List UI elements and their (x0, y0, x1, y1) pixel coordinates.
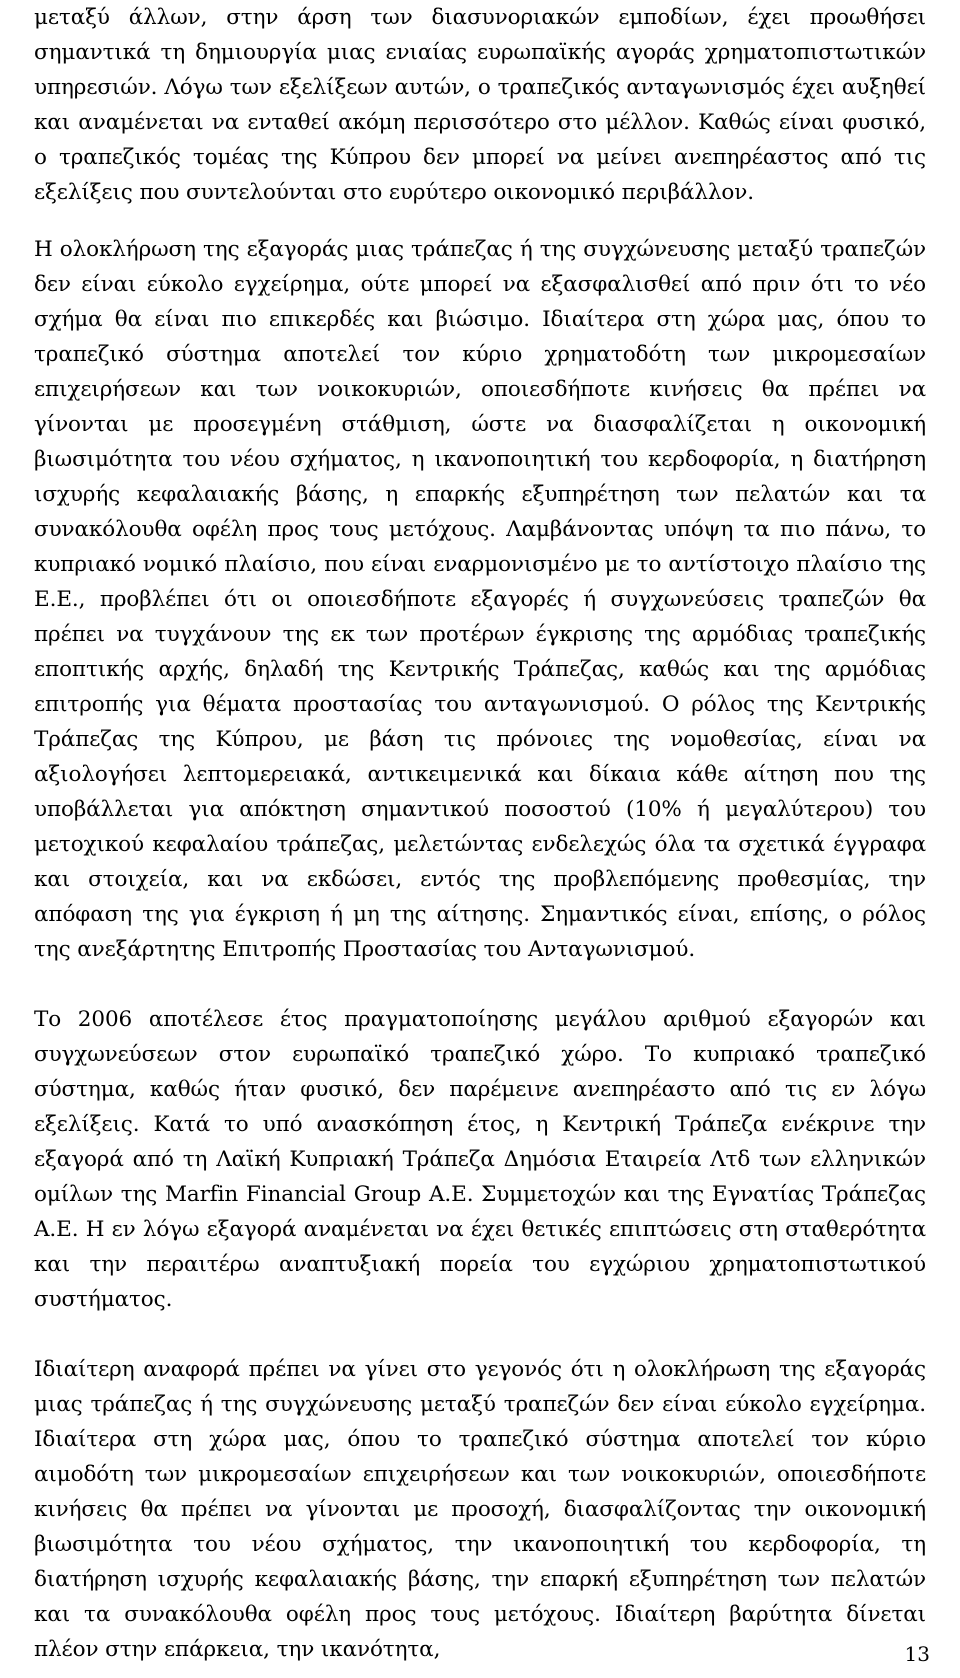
page-number: 13 (904, 1642, 930, 1666)
paragraph-2: Η ολοκλήρωση της εξαγοράς μιας τράπεζας ή της συγχώνευσης μεταξύ τραπεζών δεν είναι εύκολο εγχείρημα, ούτε μπορεί να εξασφαλισθεί από πριν ότι το νέο σχήμα θα είναι πιο επικερδές και βιώσιμο. Ιδιαίτερα στη χώρα μας, όπου το τραπεζικό σύστημα αποτελεί τον κύριο χρηματοδότη των μικρομεσαίων επιχειρήσεων και των νοικοκυριών, οποιεσδήποτε κινήσεις θα πρέπει να γίνονται με προσεγμένη στάθμιση, ώστε να διασφαλίζεται η οικονομική βιωσιμότητα του νέου σχήματος, η ικανοποιητική του κερδοφορία, η διατήρηση ισχυρής κεφαλαιακής βάσης, η επαρκής εξυπηρέτηση των πελατών και τα συνακόλουθα οφέλη προς τους μετόχους. Λαμβάνοντας υπόψη τα πιο πάνω, το κυπριακό νομικό πλαίσιο, που είναι εναρμονισμένο με το αντίστοιχο πλαίσιο της Ε.Ε., προβλέπει ότι οι οποιεσδήποτε εξαγορές ή συγχωνεύσεις τραπεζών θα πρέπει να τυγχάνουν της εκ των προτέρων έγκρισης της αρμόδιας τραπεζικής εποπτικής αρχής, δηλαδή της Κεντρικής Τράπεζας, καθώς και της αρμόδιας επιτροπής για θέματα προστασίας του ανταγωνισμού. Ο ρόλος της Κεντρικής Τράπεζας της Κύπρου, με βάση τις πρόνοιες της νομοθεσίας, είναι να αξιολογήσει λεπτομερειακά, αντικειμενικά και δίκαια κάθε αίτηση που της υποβάλλεται για απόκτηση σημαντικού ποσοστού (10% ή μεγαλύτερου) του μετοχικού κεφαλαίου τράπεζας, μελετώντας ενδελεχώς όλα τα σχετικά έγγραφα και στοιχεία, και να εκδώσει, εντός της προβλεπόμενης προθεσμίας, την απόφαση της για έγκριση ή μη της αίτησης. Σημαντικός είναι, επίσης, ο ρόλος της ανεξάρτητης Επιτροπής Προστασίας του Ανταγωνισμού. (34, 237, 926, 962)
paragraph-1: μεταξύ άλλων, στην άρση των διασυνοριακών εμποδίων, έχει προωθήσει σημαντικά τη δημιουργία μιας ενιαίας ευρωπαϊκής αγοράς χρηματοπιστωτικών υπηρεσιών. Λόγω των εξελίξεων αυτών, ο τραπεζικός ανταγωνισμός έχει αυξηθεί και αναμένεται να ενταθεί ακόμη περισσότερο στο μέλλον. Καθώς είναι φυσικό, ο τραπεζικός τομέας της Κύπρου δεν μπορεί να μείνει ανεπηρέαστος από τις εξελίξεις που συντελούνται στο ευρύτερο οικονομικό περιβάλλον. (34, 5, 926, 205)
paragraph-3: Το 2006 αποτέλεσε έτος πραγματοποίησης μεγάλου αριθμού εξαγορών και συγχωνεύσεων στον ευρωπαϊκό τραπεζικό χώρο. Το κυπριακό τραπεζικό σύστημα, καθώς ήταν φυσικό, δεν παρέμεινε ανεπηρέαστο από τις εν λόγω εξελίξεις. Κατά το υπό ανασκόπηση έτος, η Κεντρική Τράπεζα ενέκρινε την εξαγορά από τη Λαϊκή Κυπριακή Τράπεζα Δημόσια Εταιρεία Λτδ των ελληνικών ομίλων της Marfin Financial Group Α.Ε. Συμμετοχών και της Εγνατίας Τράπεζας Α.Ε. Η εν λόγω εξαγορά αναμένεται να έχει θετικές επιπτώσεις στη σταθερότητα και την περαιτέρω αναπτυξιακή πορεία του εγχώριου χρηματοπιστωτικού συστήματος. (34, 1007, 926, 1312)
paragraph-4: Ιδιαίτερη αναφορά πρέπει να γίνει στο γεγονός ότι η ολοκλήρωση της εξαγοράς μιας τράπεζας ή της συγχώνευσης μεταξύ τραπεζών δεν είναι εύκολο εγχείρημα. Ιδιαίτερα στη χώρα μας, όπου το τραπεζικό σύστημα αποτελεί τον κύριο αιμοδότη των μικρομεσαίων επιχειρήσεων και των νοικοκυριών, οποιεσδήποτε κινήσεις θα πρέπει να γίνονται με προσοχή, διασφαλίζοντας την οικονομική βιωσιμότητα του νέου σχήματος, την ικανοποιητική του κερδοφορία, τη διατήρηση ισχυρής κεφαλαιακής βάσης, την επαρκή εξυπηρέτηση των πελατών και τα συνακόλουθα οφέλη προς τους μετόχους. Ιδιαίτερη βαρύτητα δίνεται πλέον στην επάρκεια, την ικανότητα, (34, 1357, 926, 1662)
document-page (34, 0, 926, 1667)
